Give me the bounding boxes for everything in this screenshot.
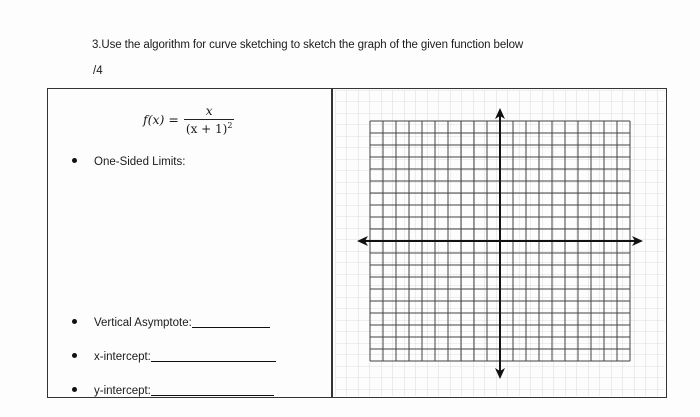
graph-paper[interactable] (335, 90, 665, 396)
one-sided-limits-item (72, 156, 185, 168)
table-divider (331, 88, 333, 398)
marks-label: /4 (93, 65, 103, 77)
y-intercept-label: y-intercept: (94, 385, 151, 397)
y-intercept-blank[interactable] (151, 394, 274, 396)
one-sided-limits-label: One-Sided Limits: (94, 156, 186, 168)
bullet-icon (72, 158, 77, 163)
question-text: 3.Use the algorithm for curve sketching to sketch the graph of the given function below (92, 39, 524, 51)
formula-lhs: f(x) = (143, 112, 179, 127)
bullet-icon (72, 353, 77, 358)
vertical-asymptote-item (72, 317, 270, 329)
formula-denominator-wrap (184, 120, 235, 136)
y-intercept-item (72, 385, 274, 397)
bullet-icon (72, 319, 77, 324)
vertical-asymptote-label: Vertical Asymptote: (94, 317, 192, 329)
function-formula (143, 103, 234, 136)
x-intercept-label: x-intercept: (94, 351, 151, 363)
x-intercept-item (72, 351, 276, 363)
formula-numerator: x (205, 103, 213, 118)
x-intercept-blank[interactable] (151, 360, 276, 362)
bullet-icon (72, 387, 77, 392)
formula-fraction (184, 103, 235, 136)
formula-denominator: (x + 1) (185, 122, 228, 136)
formula-exponent: 2 (227, 121, 233, 130)
vertical-asymptote-blank[interactable] (192, 326, 270, 328)
